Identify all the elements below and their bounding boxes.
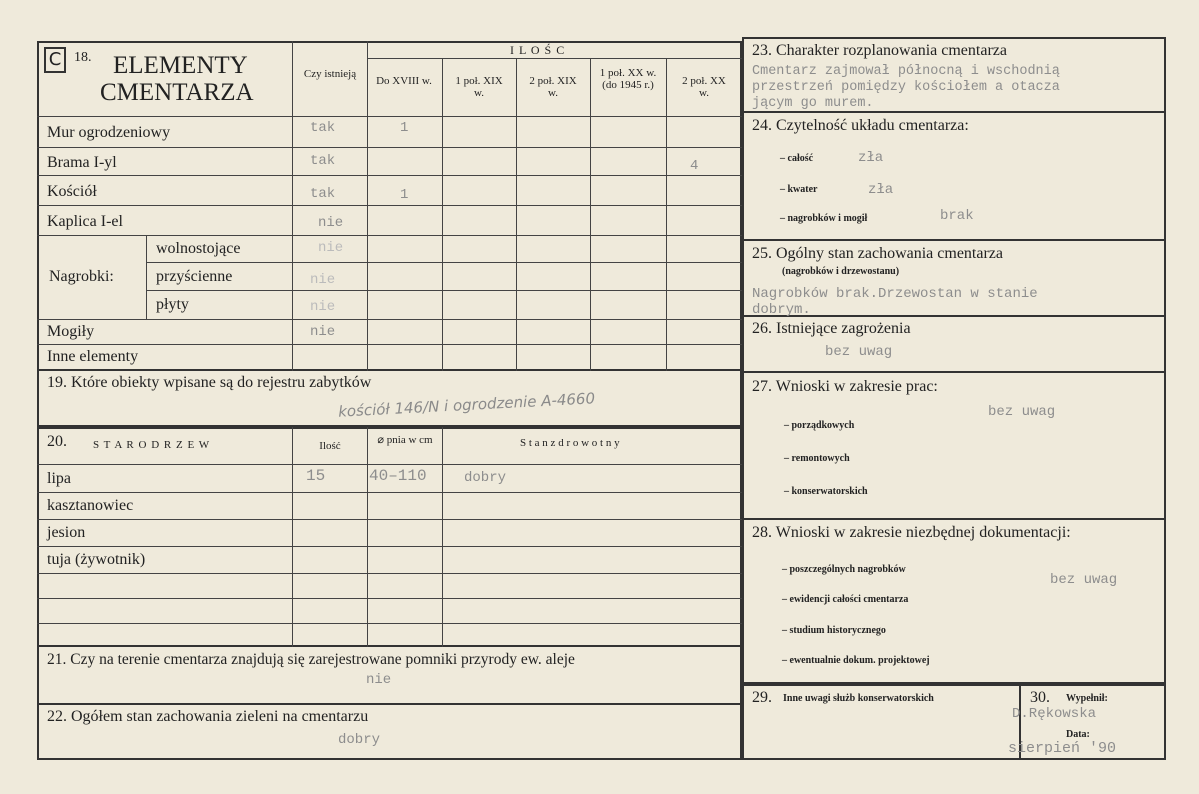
col-exists-header: Czy istnieją [303,68,357,80]
tree-row-lipa-count: 15 [306,467,326,485]
row-exists-brama: tak [310,153,336,169]
section30-name: D.Rękowska [1012,706,1097,722]
section20-num: 20. [47,433,67,450]
section21-label: 21. Czy na terenie cmentarza znajdują się zarejestrowane pomniki przyrody ew. aleje [47,651,575,668]
section18-title-line1: ELEMENTY [113,52,248,79]
section27-item-konserwatorskich: – konserwatorskich [784,486,868,497]
section25-line1: Nagrobków brak.Drzewostan w stanie [752,286,1038,302]
section30-date-label: Data: [1066,729,1090,740]
row-value-brama-2xx: 4 [690,158,699,174]
section25-sublabel: (nagrobków i drzewostanu) [782,266,900,277]
section20-box [37,427,742,647]
row-exists-kosciol: tak [310,186,336,202]
section28-value: bez uwag [1050,572,1118,588]
section26-value: bez uwag [825,344,893,360]
section28-item-ewentualnie: – ewentualnie dokum. projektowej [782,655,930,666]
section22-label: 22. Ogółem stan zachowania zieleni na cmentarzu [47,708,369,725]
section18-num: 18. [74,50,92,65]
section23-line3: jącym go murem. [752,96,874,111]
section24-item-nagrobkow: – nagrobków i mogił [780,213,868,224]
nagrobki-przyscienne-exists: nie [310,272,336,288]
tree-row-lipa-health: dobry [464,470,507,486]
nagrobki-przyscienne-label: przyścienne [156,268,233,285]
col-ilosc-header: I L O Ś C [510,43,566,57]
nagrobki-wolnostojace-exists: nie [318,240,344,256]
section19-handwritten: kościół 146/N i ogrodzenie A-4660 [337,389,596,421]
section20-count-header: Ilość [319,440,341,452]
row-label-brama: Brama I-yl [47,154,117,171]
tree-row-lipa-diameter: 40–110 [369,467,427,485]
tree-row-lipa-name: lipa [47,470,71,487]
row-exists-mogily: nie [310,324,336,340]
section20-title: S T A R O D R Z E W [93,439,211,451]
row-label-kaplica: Kaplica I-el [47,213,123,230]
nagrobki-wolnostojace-label: wolnostojące [156,240,241,257]
section27-value: bez uwag [988,404,1056,420]
row-value-mur-xviii: 1 [400,120,409,136]
section24-value-nagrobkow: brak [940,208,974,224]
section28-item-nagrobkow: – poszczególnych nagrobków [782,564,906,575]
section24-value-kwater: zła [868,182,894,198]
row-label-inne: Inne elementy [47,348,139,365]
section30-date: sierpień '90 [1008,740,1117,757]
tree-row-jesion-name: jesion [47,524,86,541]
section29-num: 29. [752,689,772,706]
section28-item-studium: – studium historycznego [782,625,886,636]
section25-label: 25. Ogólny stan zachowania cmentarza [752,245,1004,262]
section22-value: dobry [338,732,381,748]
period-header-1: Do XVIII w. [376,75,432,87]
row-value-kosciol-xviii: 1 [400,187,409,203]
period-header-4: 1 poł. XX w. (do 1945 r.) [599,67,657,91]
row-exists-mur: tak [310,120,336,136]
section27-item-porzadkowych: – porządkowych [784,420,855,431]
section18-title-line2: CMENTARZA [100,79,254,106]
row-label-mogily: Mogiły [47,323,95,340]
section29-label: Inne uwagi służb konserwatorskich [783,693,934,704]
section-letter-box: C [44,47,66,73]
period-header-2: 1 poł. XIX w. [455,75,503,99]
section25-line2: dobrym. [752,302,811,318]
tree-row-kasztanowiec-name: kasztanowiec [47,497,134,514]
section23-line1: Cmentarz zajmował północną i wschodnią [752,64,1060,79]
nagrobki-label: Nagrobki: [49,268,114,285]
section19-label: 19. Które obiekty wpisane są do rejestru zabytków [47,374,372,391]
section27-label: 27. Wnioski w zakresie prac: [752,378,938,395]
period-header-3: 2 poł. XIX w. [529,75,577,99]
section26-label: 26. Istniejące zagrożenia [752,320,911,337]
section28-item-ewidencji: – ewidencji całości cmentarza [782,594,909,605]
section20-diameter-header: ⌀ pnia w cm [377,434,433,446]
section24-item-calosc: – całość [780,153,814,164]
period-header-5: 2 poł. XX w. [682,75,726,99]
section24-item-kwater: – kwater [780,184,818,195]
row-label-kosciol: Kościół [47,183,97,200]
section24-label: 24. Czytelność układu cmentarza: [752,117,969,134]
section30-num: 30. [1030,689,1050,706]
tree-row-tuja-name: tuja (żywotnik) [47,551,146,568]
section30-label: Wypełnił: [1066,693,1108,704]
section27-item-remontowych: – remontowych [784,453,850,464]
section28-label: 28. Wnioski w zakresie niezbędnej dokumentacji: [752,524,1071,541]
section21-value: nie [366,672,392,688]
section24-value-calosc: zła [858,150,884,166]
section23-label: 23. Charakter rozplanowania cmentarza [752,42,1007,59]
section23-line2: przestrzeń pomiędzy kościołem a otacza [752,80,1060,95]
row-exists-kaplica: nie [318,215,344,231]
nagrobki-plyty-exists: nie [310,299,336,315]
row-label-mur: Mur ogrodzeniowy [47,124,171,141]
nagrobki-plyty-label: płyty [156,296,189,313]
section20-health-header: S t a n z d r o w o t n y [520,437,620,449]
